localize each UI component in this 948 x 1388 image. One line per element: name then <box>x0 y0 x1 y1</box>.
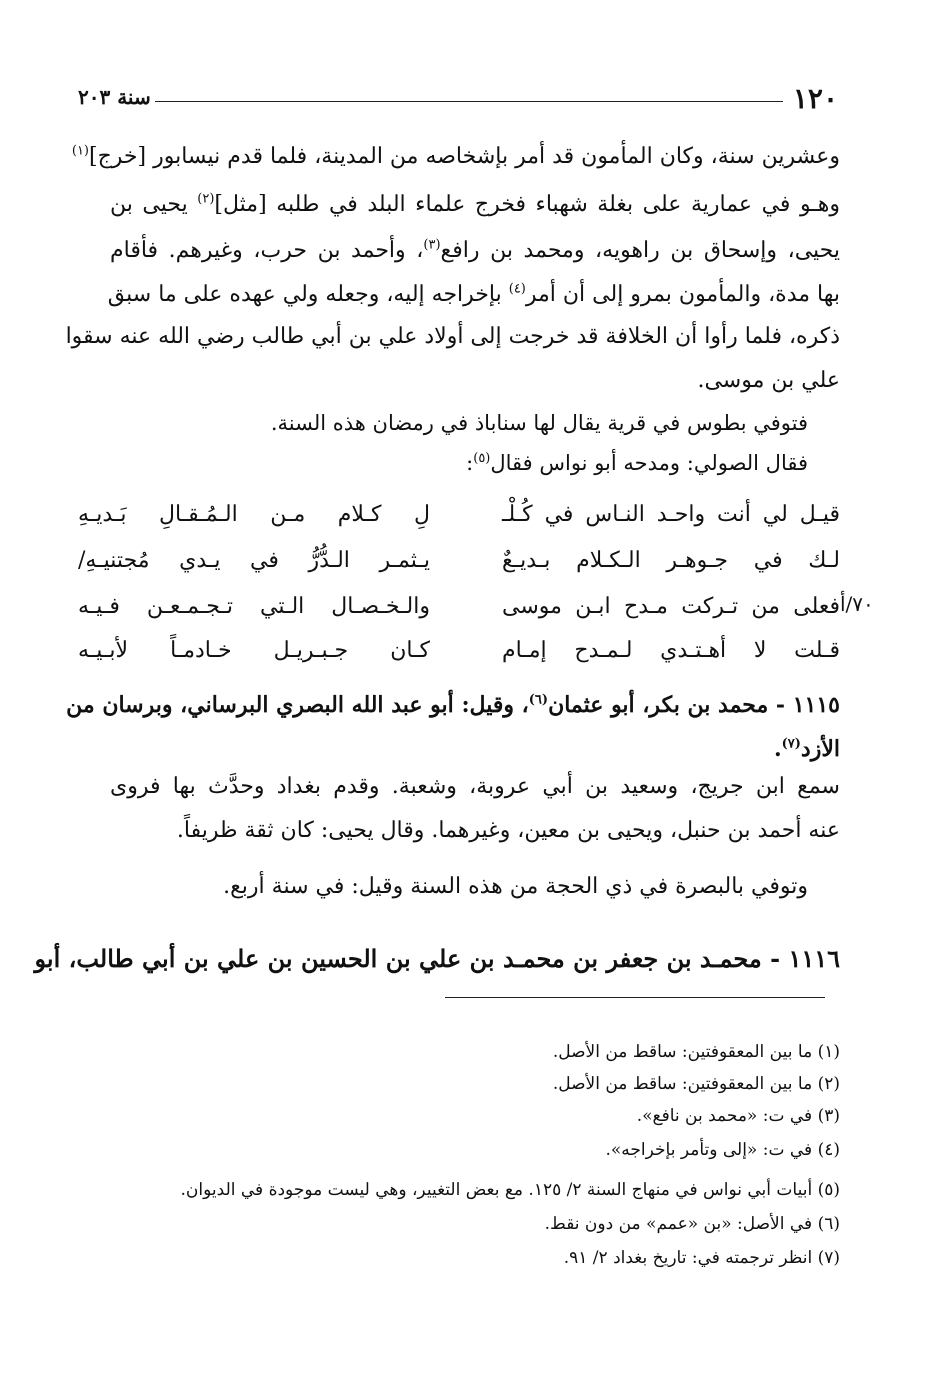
footnote-ref: (٦) <box>528 692 549 708</box>
page-number: ١٢٠ <box>792 82 838 115</box>
poem-intro: فقال الصولي: ومدحه أبو نواس فقال$^{(٥)}$: <box>466 451 808 475</box>
poem-hemistich-first: لـك في جـوهـر الـكـلام بـديـعٌ <box>502 548 840 573</box>
death-line: فتوفي بطوس في قرية يقال لها سناباذ في رمضان هذه السنة. <box>270 411 808 435</box>
paragraph-line: علي بن موسى. <box>697 368 840 393</box>
poem-hemistich-first: فعلى من تـركت مـدح ابـن موسى <box>502 594 840 619</box>
paragraph-line: سمع ابن جريج، وسعيد بن أبي عروبة، وشعبة. وقدم بغداد وحدَّث بها فروى <box>110 774 840 799</box>
footnote: (٤) في ت: «إلى وتأمر بإخراجه». <box>605 1140 840 1160</box>
year-label: سنة ٢٠٣ <box>78 85 151 109</box>
footnote-rule <box>445 997 825 998</box>
footnote-ref: (٧) <box>781 736 801 752</box>
footnote-ref: (٣) <box>423 237 441 253</box>
header-rule <box>155 101 783 102</box>
footnote: (٧) انظر ترجمته في: تاريخ بغداد ٢/ ٩١. <box>563 1248 840 1268</box>
poem-hemistich-second: يـثمـر الـدُّرُّ في يـدي مُجتنيـهِ/ <box>78 548 430 573</box>
entry-heading: ١١١٥ - محمد بن بكر، أبو عثمان$^{(٦)}$، وقيل: أبو عبد الله البصري البرساني، وبرسان من <box>66 692 840 718</box>
poem-hemistich-second: لِ كـلام مـن الـمُـقـالِ بَـديـهِ <box>78 502 430 527</box>
poem-hemistich-first: قـلت لا أهـتـدي لـمـدح إمـام <box>502 638 840 663</box>
footnote-ref: (٢) <box>197 191 215 207</box>
poem-hemistich-second: والـخـصـال الـتي تـجـمـعـن فـيـه <box>78 594 430 619</box>
paragraph-line: وهـو في عمارية على بغلة شهباء فخرج علماء البلد في طلبه [مثل]$^{(٢)}$ يحيى بن <box>110 191 841 217</box>
paragraph-line: ذكره، فلما رأوا أن الخلافة قد خرجت إلى أولاد علي بن أبي طالب رضي الله عنه سقوا <box>65 324 840 349</box>
footnote: (٦) في الأصل: «بن «عمم» من دون نقط. <box>544 1214 840 1234</box>
footnote-ref: (٤) <box>508 281 526 297</box>
poem-hemistich-second: كـان جـبـريـل خـادمـاً لأبـيـه <box>78 638 430 663</box>
paragraph-line: بها مدة، والمأمون بمرو إلى أن أمر$^{(٤)}$ بإخراجه إليه، وجعله ولي عهده على ما سبق <box>107 281 840 307</box>
paragraph-line: وعشرين سنة، وكان المأمون قد أمر بإشخاصه من المدينة، فلما قدم نيسابور [خرج]$^{(١)}$ <box>71 143 840 169</box>
paragraph-line: يحيى، وإسحاق بن راهويه، ومحمد بن رافع$^{(٣)}$، وأحمد بن حرب، وغيرهم. فأقام <box>110 237 841 263</box>
footnote: (٥) أبيات أبي نواس في منهاج السنة ٢/ ١٢٥. مع بعض التغيير، وهي ليست موجودة في الديوان. <box>180 1180 840 1200</box>
entry-heading-cont: الأزد$^{(٧)}$. <box>773 736 840 762</box>
manuscript-folio-note: ٧٠/أ <box>840 592 874 616</box>
entry-heading: ١١١٦ - محمـد بن جعفر بن محمـد بن علي بن الحسين بن علي بن أبي طالب، أبو <box>34 944 840 973</box>
paragraph-line: عنه أحمد بن حنبل، ويحيى بن معين، وغيرهما. وقال يحيى: كان ثقة ظريفاً. <box>176 818 840 843</box>
footnote: (٣) في ت: «محمد بن نافع». <box>636 1106 840 1126</box>
paragraph-line: وتوفي بالبصرة في ذي الحجة من هذه السنة وقيل: في سنة أربع. <box>223 874 808 899</box>
footnote-ref: (٥) <box>473 451 491 466</box>
footnote: (٢) ما بين المعقوفتين: ساقط من الأصل. <box>552 1074 840 1094</box>
footnote: (١) ما بين المعقوفتين: ساقط من الأصل. <box>552 1042 840 1062</box>
poem-hemistich-first: قيـل لي أنت واحـد النـاس في كُـلْـ <box>502 502 840 527</box>
footnote-ref: (١) <box>71 143 89 159</box>
